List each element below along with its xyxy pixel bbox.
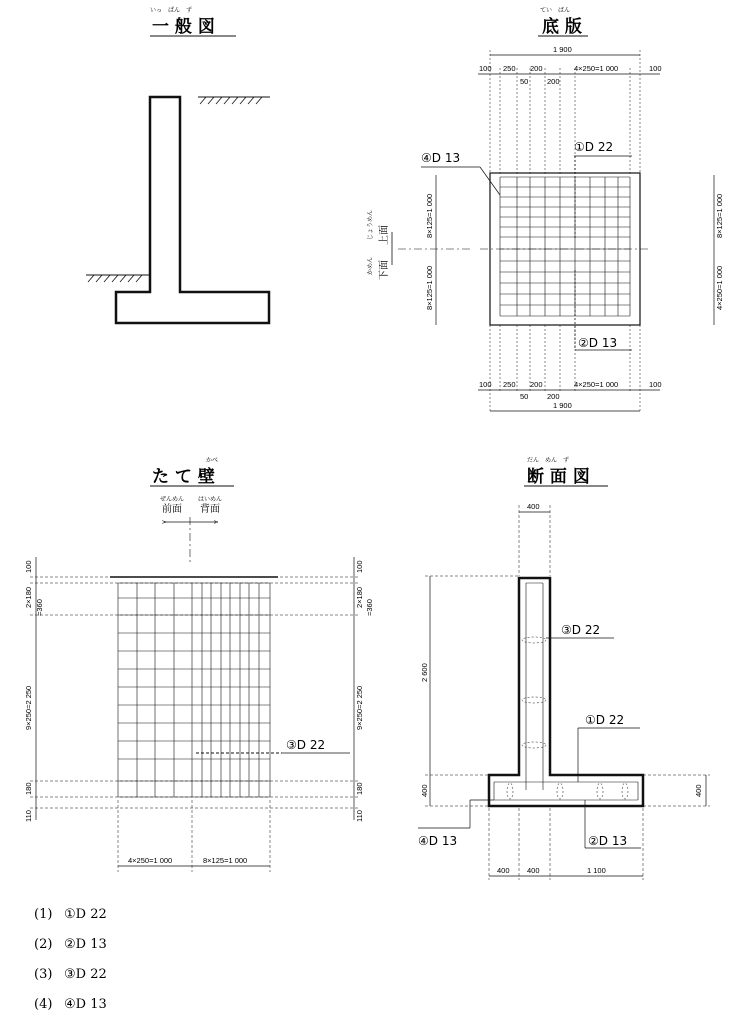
section-outline	[489, 578, 643, 806]
section-title-ruby: だん めん ず	[527, 457, 570, 464]
choice-2-text[interactable]: ②D 13	[64, 937, 107, 952]
base-top-sub-0: 50	[520, 77, 529, 86]
section-rebar	[494, 583, 638, 800]
section-bottom-dim-1: 400	[527, 866, 540, 875]
base-bottom-dim-3: 4×250=1 000	[574, 380, 619, 389]
wall-right-dim-4: 180	[355, 782, 364, 795]
wall-title: た て 壁	[152, 467, 215, 487]
face-bottom: 下面	[379, 260, 390, 280]
ground-hatch-right	[200, 97, 262, 104]
section-bottom-dim-0: 400	[497, 866, 510, 875]
section-base-left-dim: 400	[420, 784, 429, 797]
choice-4-text[interactable]: ④D 13	[64, 997, 107, 1012]
base-right-dim-1: 4×250=1 000	[715, 265, 724, 310]
choice-3-text[interactable]: ③D 22	[64, 967, 107, 982]
base-rebar-grid	[500, 177, 630, 316]
base-title-ruby: てい ばん	[540, 7, 571, 14]
choice-1-text[interactable]: ①D 22	[64, 907, 107, 922]
wall-right-dim-1: 2×180	[355, 586, 364, 608]
wall-left-dim-2: =360	[35, 599, 44, 616]
base-top-dim-1: 250	[503, 64, 516, 73]
base-label-4: ④D 13	[421, 151, 461, 165]
choice-4-num: (4)	[34, 997, 53, 1012]
back-label: 背面	[200, 504, 220, 515]
general-view	[86, 6, 270, 323]
section-title: 断 面 図	[527, 467, 590, 487]
wall-left-dim-1: 2×180	[24, 586, 33, 608]
choice-2-num: (2)	[34, 937, 53, 952]
base-label-1: ①D 22	[574, 140, 614, 154]
base-bottom-dim-0: 100	[479, 380, 492, 389]
wall-right-dim-3: 9×250=2 250	[355, 685, 364, 730]
section-base-right-dim: 400	[694, 784, 703, 797]
base-left-dim-0: 8×125=1 000	[425, 193, 434, 238]
base-bottom-dim-1: 250	[503, 380, 516, 389]
wall-left-dim-5: 110	[24, 810, 33, 822]
base-left-dim-1: 8×125=1 000	[425, 265, 434, 310]
wall-bottom-dim-1: 8×125=1 000	[203, 856, 248, 865]
section-label-1: ①D 22	[585, 713, 625, 727]
base-bottom-dim-2: 200	[530, 380, 543, 389]
base-bottom-sub-1: 200	[547, 392, 560, 401]
wall-bottom-dim-0: 4×250=1 000	[128, 856, 173, 865]
base-label-2: ②D 13	[578, 336, 618, 350]
wall-left-dim-4: 180	[24, 782, 33, 795]
choice-1-num: (1)	[34, 907, 53, 922]
wall-title-ruby: かべ	[206, 457, 219, 464]
front-ruby: ぜんめん	[160, 496, 185, 503]
choice-3-num: (3)	[34, 967, 53, 982]
section-label-4: ④D 13	[418, 834, 458, 848]
wall-view	[24, 456, 374, 872]
face-top: 上面	[379, 225, 390, 245]
wall-left-dim-0: 100	[24, 560, 33, 573]
front-label: 前面	[162, 504, 182, 515]
section-label-3: ③D 22	[561, 623, 601, 637]
wall-left-dim-3: 9×250=2 250	[24, 685, 33, 730]
wall-right-dim-5: 110	[355, 810, 364, 822]
ground-hatch-left	[88, 275, 142, 282]
wall-right-dim-2: =360	[365, 599, 374, 616]
base-top-sub-1: 200	[547, 77, 560, 86]
base-bottom-total: 1 900	[553, 401, 572, 410]
general-wall-outline	[116, 97, 269, 323]
base-right-dim-0: 8×125=1 000	[715, 193, 724, 238]
base-top-dim-0: 100	[479, 64, 492, 73]
section-view	[418, 456, 710, 880]
base-top-dim-3: 4×250=1 000	[574, 64, 619, 73]
base-top-dim-2: 200	[530, 64, 543, 73]
base-top-total: 1 900	[553, 45, 572, 54]
base-top-dim-4: 100	[649, 64, 662, 73]
face-bottom-ruby: かめん	[367, 256, 374, 275]
section-bottom-dim-2: 1 100	[587, 866, 606, 875]
face-top-ruby: じょうめん	[367, 209, 374, 240]
base-bottom-sub-0: 50	[520, 392, 529, 401]
back-ruby: はいめん	[198, 496, 223, 503]
wall-label-3: ③D 22	[286, 738, 326, 752]
base-slab-view	[366, 6, 724, 412]
base-title: 底 版	[542, 17, 582, 37]
section-label-2: ②D 13	[588, 834, 628, 848]
general-title: 一 般 図	[152, 17, 215, 37]
wall-right-dim-0: 100	[355, 560, 364, 573]
wall-rebar-grid	[118, 583, 270, 797]
answer-choices	[34, 907, 107, 1012]
section-top-dim: 400	[527, 502, 540, 511]
general-title-ruby: いっ ぱん ず	[150, 7, 193, 14]
section-height-dim: 2 600	[420, 663, 429, 682]
base-bottom-dim-4: 100	[649, 380, 662, 389]
